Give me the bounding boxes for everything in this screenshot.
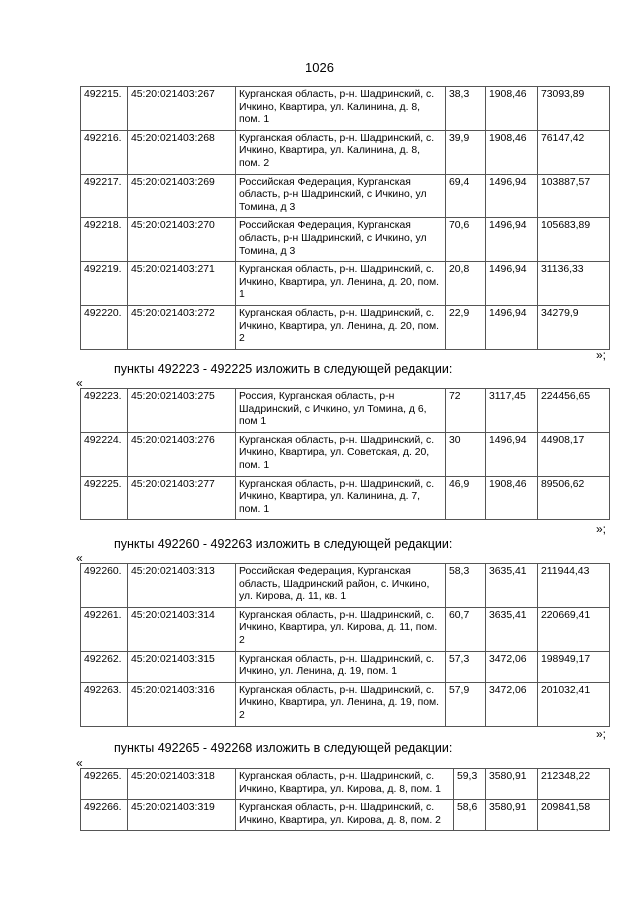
cadastral-value: 212348,22 xyxy=(538,769,610,800)
area: 70,6 xyxy=(446,218,486,262)
rate: 1496,94 xyxy=(486,218,538,262)
row-number: 492260. xyxy=(81,564,128,608)
table-row xyxy=(81,564,610,608)
table-row xyxy=(81,607,610,651)
rate: 3635,41 xyxy=(486,564,538,608)
cadastral-number: 45:20:021403:314 xyxy=(128,607,236,651)
rate: 1496,94 xyxy=(486,305,538,349)
cadastral-number: 45:20:021403:269 xyxy=(128,174,236,218)
rate: 1908,46 xyxy=(486,476,538,520)
address: Курганская область, р-н. Шадринский, с. Ичкино, Квартира, ул. Калинина, д. 7, пом. 1 xyxy=(236,476,446,520)
area: 46,9 xyxy=(446,476,486,520)
area: 72 xyxy=(446,389,486,433)
cadastral-table-3 xyxy=(80,563,610,727)
address: Курганская область, р-н. Шадринский, с. Ичкино, Квартира, ул. Ленина, д. 19, пом. 2 xyxy=(236,682,446,726)
row-number: 492265. xyxy=(81,769,128,800)
address: Курганская область, р-н. Шадринский, с. Ичкино, Квартира, ул. Ленина, д. 20, пом. 2 xyxy=(236,305,446,349)
cadastral-table-2 xyxy=(80,388,610,520)
cadastral-number: 45:20:021403:315 xyxy=(128,651,236,682)
rate: 3580,91 xyxy=(486,800,538,831)
table-row xyxy=(81,389,610,433)
table-row xyxy=(81,218,610,262)
cadastral-number: 45:20:021403:277 xyxy=(128,476,236,520)
page-number: 1026 xyxy=(305,60,334,75)
row-number: 492262. xyxy=(81,651,128,682)
address: Курганская область, р-н. Шадринский, с. Ичкино, Квартира, ул. Калинина, д. 8, пом. 2 xyxy=(236,130,446,174)
cadastral-value: 34279,9 xyxy=(538,305,610,349)
cadastral-value: 76147,42 xyxy=(538,130,610,174)
row-number: 492217. xyxy=(81,174,128,218)
cadastral-value: 103887,57 xyxy=(538,174,610,218)
cadastral-number: 45:20:021403:313 xyxy=(128,564,236,608)
rate: 3635,41 xyxy=(486,607,538,651)
rate: 3117,45 xyxy=(486,389,538,433)
cadastral-value: 201032,41 xyxy=(538,682,610,726)
row-number: 492225. xyxy=(81,476,128,520)
row-number: 492216. xyxy=(81,130,128,174)
row-number: 492220. xyxy=(81,305,128,349)
area: 59,3 xyxy=(454,769,486,800)
cadastral-value: 209841,58 xyxy=(538,800,610,831)
cadastral-number: 45:20:021403:271 xyxy=(128,262,236,306)
area: 69,4 xyxy=(446,174,486,218)
row-number: 492263. xyxy=(81,682,128,726)
rate: 1496,94 xyxy=(486,432,538,476)
closing-quote: »; xyxy=(596,727,607,741)
row-number: 492224. xyxy=(81,432,128,476)
area: 39,9 xyxy=(446,130,486,174)
cadastral-value: 73093,89 xyxy=(538,87,610,131)
row-number: 492219. xyxy=(81,262,128,306)
address: Курганская область, р-н. Шадринский, с. Ичкино, ул. Ленина, д. 19, пом. 1 xyxy=(236,651,446,682)
row-number: 492223. xyxy=(81,389,128,433)
table-row xyxy=(81,682,610,726)
cadastral-value: 211944,43 xyxy=(538,564,610,608)
amendment-instruction: пункты 492223 - 492225 изложить в следующей редакции: xyxy=(114,362,453,376)
cadastral-value: 89506,62 xyxy=(538,476,610,520)
row-number: 492218. xyxy=(81,218,128,262)
cadastral-number: 45:20:021403:318 xyxy=(128,769,236,800)
cadastral-value: 198949,17 xyxy=(538,651,610,682)
area: 22,9 xyxy=(446,305,486,349)
address: Российская Федерация, Курганская область, р-н Шадринский, с Ичкино, ул Томина, д 3 xyxy=(236,218,446,262)
address: Курганская область, р-н. Шадринский, с. Ичкино, Квартира, ул. Советская, д. 20, пом. 1 xyxy=(236,432,446,476)
cadastral-value: 220669,41 xyxy=(538,607,610,651)
cadastral-number: 45:20:021403:270 xyxy=(128,218,236,262)
cadastral-number: 45:20:021403:276 xyxy=(128,432,236,476)
area: 60,7 xyxy=(446,607,486,651)
cadastral-number: 45:20:021403:272 xyxy=(128,305,236,349)
opening-quote: « xyxy=(76,551,83,565)
rate: 1908,46 xyxy=(486,130,538,174)
table-row xyxy=(81,174,610,218)
cadastral-value: 105683,89 xyxy=(538,218,610,262)
area: 30 xyxy=(446,432,486,476)
cadastral-value: 44908,17 xyxy=(538,432,610,476)
amendment-instruction: пункты 492265 - 492268 изложить в следующей редакции: xyxy=(114,741,453,755)
table-row xyxy=(81,432,610,476)
closing-quote: »; xyxy=(596,348,607,362)
opening-quote: « xyxy=(76,756,83,770)
cadastral-number: 45:20:021403:275 xyxy=(128,389,236,433)
table-row xyxy=(81,262,610,306)
table-row xyxy=(81,800,610,831)
address: Курганская область, р-н. Шадринский, с. Ичкино, Квартира, ул. Ленина, д. 20, пом. 1 xyxy=(236,262,446,306)
area: 38,3 xyxy=(446,87,486,131)
address: Российская Федерация, Курганская область, р-н Шадринский, с Ичкино, ул Томина, д 3 xyxy=(236,174,446,218)
opening-quote: « xyxy=(76,376,83,390)
address: Курганская область, р-н. Шадринский, с. Ичкино, Квартира, ул. Кирова, д. 8, пом. 2 xyxy=(236,800,454,831)
cadastral-number: 45:20:021403:268 xyxy=(128,130,236,174)
table-row xyxy=(81,769,610,800)
cadastral-table-1 xyxy=(80,86,610,350)
row-number: 492215. xyxy=(81,87,128,131)
address: Курганская область, р-н. Шадринский, с. Ичкино, Квартира, ул. Кирова, д. 8, пом. 1 xyxy=(236,769,454,800)
table-row xyxy=(81,476,610,520)
cadastral-value: 224456,65 xyxy=(538,389,610,433)
closing-quote: »; xyxy=(596,522,607,536)
rate: 3472,06 xyxy=(486,651,538,682)
rate: 1496,94 xyxy=(486,174,538,218)
rate: 3472,06 xyxy=(486,682,538,726)
area: 58,3 xyxy=(446,564,486,608)
cadastral-number: 45:20:021403:316 xyxy=(128,682,236,726)
rate: 1496,94 xyxy=(486,262,538,306)
address: Российская Федерация, Курганская область, Шадринский район, с. Ичкино, ул. Кирова, д. 11, кв. 1 xyxy=(236,564,446,608)
table-row xyxy=(81,651,610,682)
address: Курганская область, р-н. Шадринский, с. Ичкино, Квартира, ул. Калинина, д. 8, пом. 1 xyxy=(236,87,446,131)
cadastral-number: 45:20:021403:267 xyxy=(128,87,236,131)
table-row xyxy=(81,87,610,131)
rate: 3580,91 xyxy=(486,769,538,800)
area: 57,3 xyxy=(446,651,486,682)
address: Россия, Курганская область, р-н Шадринский, с Ичкино, ул Томина, д 6, пом 1 xyxy=(236,389,446,433)
address: Курганская область, р-н. Шадринский, с. Ичкино, Квартира, ул. Кирова, д. 11, пом. 2 xyxy=(236,607,446,651)
cadastral-number: 45:20:021403:319 xyxy=(128,800,236,831)
area: 58,6 xyxy=(454,800,486,831)
amendment-instruction: пункты 492260 - 492263 изложить в следующей редакции: xyxy=(114,537,453,551)
area: 57,9 xyxy=(446,682,486,726)
area: 20,8 xyxy=(446,262,486,306)
cadastral-value: 31136,33 xyxy=(538,262,610,306)
rate: 1908,46 xyxy=(486,87,538,131)
table-row xyxy=(81,130,610,174)
row-number: 492266. xyxy=(81,800,128,831)
cadastral-table-4 xyxy=(80,768,610,831)
row-number: 492261. xyxy=(81,607,128,651)
table-row xyxy=(81,305,610,349)
